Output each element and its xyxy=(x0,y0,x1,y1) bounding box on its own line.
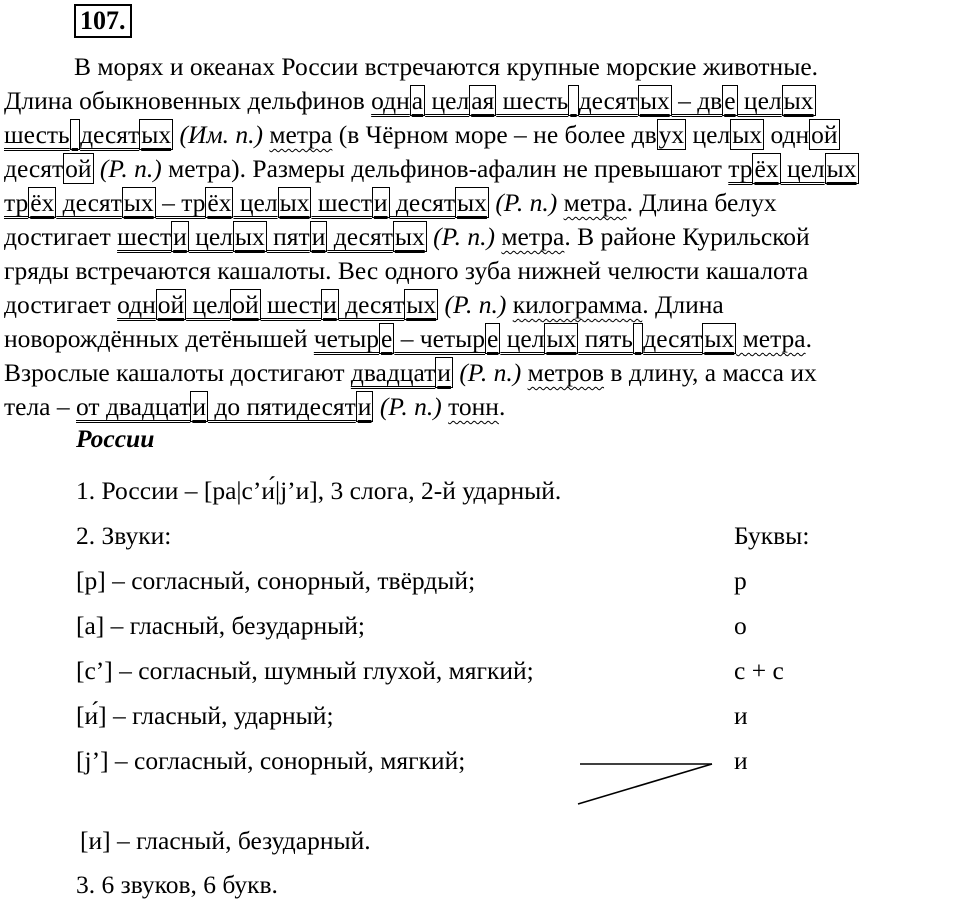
numeral-phrase: шести целых пяти десятых xyxy=(117,222,425,251)
letter-cell: с + с xyxy=(734,656,784,685)
numeral-phrase: четыре – четыре целых пять десятых xyxy=(313,324,735,353)
letter-cell: о xyxy=(734,611,747,640)
noun: килограмма xyxy=(512,290,643,319)
sound-row: [и] – гласный, безударный. xyxy=(80,826,371,855)
ending-box: а xyxy=(411,86,424,115)
noun: метра xyxy=(501,222,565,251)
text-fragment: . xyxy=(498,392,506,421)
case-note: (Р. п.) xyxy=(93,154,169,183)
noun: тонн xyxy=(448,392,499,421)
sound-row: [j’] – согласный, сонорный, мягкий; xyxy=(76,746,466,775)
ending-box: ых xyxy=(704,324,735,353)
ending-box: и xyxy=(192,392,207,421)
sounds-label: 2. Звуки: xyxy=(76,521,172,550)
text-fragment: . xyxy=(805,324,812,353)
exercise-number: 107. xyxy=(74,4,132,38)
ending-box: и xyxy=(173,222,187,251)
sound-row: [р] – согласный, сонорный, твёрдый; xyxy=(76,566,476,595)
ending-box: е xyxy=(487,324,499,353)
sound-row: [а] – гласный, безударный; xyxy=(76,611,366,640)
ending-box: ёх xyxy=(207,188,232,217)
ending-box: е xyxy=(724,86,736,115)
ending-box: ых xyxy=(826,154,857,183)
ending-box: ых xyxy=(279,188,310,217)
text-fragment: . В районе Курильской xyxy=(564,222,810,251)
text-fragment: в длину, а масса их xyxy=(604,358,817,387)
ending-box: ых xyxy=(783,86,814,115)
text-fragment: . Длина xyxy=(642,290,724,319)
sound-row: [и́] – гласный, ударный; xyxy=(76,701,334,730)
sound-row: [с’] – согласный, шумный глухой, мягкий; xyxy=(76,656,534,685)
ending-box: ых xyxy=(732,120,763,149)
ending-box: ой xyxy=(232,290,259,319)
text-fragment: десят xyxy=(4,154,64,183)
ending-box: и xyxy=(373,188,388,217)
ending-box: и xyxy=(323,290,337,319)
noun: метра xyxy=(269,120,333,149)
analysis-heading: России xyxy=(76,424,155,453)
case-note: (Им. п.) xyxy=(173,120,270,149)
letter-cell: и xyxy=(734,701,748,730)
letters-label: Буквы: xyxy=(734,521,810,550)
numeral-phrase: шесть десятых xyxy=(4,120,172,149)
ending-box: ых xyxy=(457,188,487,217)
text-fragment: Взрослые кашалоты достигают xyxy=(4,358,351,387)
ending-box: и xyxy=(357,392,372,421)
text-fragment: (в Чёрном море – не более дв xyxy=(332,120,657,149)
noun: метра xyxy=(736,324,806,353)
case-note: (Р. п.) xyxy=(426,222,502,251)
ending-box: ых xyxy=(141,120,172,149)
ending-box: ух xyxy=(658,120,685,149)
case-note: (Р. п.) xyxy=(438,290,513,319)
text-line-7: гряды встречаются кашалоты. Вес одного зуба нижней челюсти кашалота xyxy=(4,256,809,285)
numeral-phrase: одна целая шесть десятых – две целых xyxy=(371,86,814,115)
ending-box: ая xyxy=(471,86,495,115)
noun: метров xyxy=(527,358,605,387)
numeral-phrase: трёх целых xyxy=(728,154,857,183)
text-fragment: новорождённых детёнышей xyxy=(4,324,314,353)
text-fragment: одн xyxy=(764,120,810,149)
text-line-1: В морях и океанах России встречаются крупные морские животные. xyxy=(74,52,819,81)
noun: метра xyxy=(563,188,627,217)
case-note: (Р. п.) xyxy=(373,392,449,421)
ending-box: ой xyxy=(157,290,185,319)
ending-box: ёх xyxy=(30,188,55,217)
text-fragment: метра). Размеры дельфинов-афалин не превышают xyxy=(168,154,729,183)
text-fragment: достигает xyxy=(4,290,118,319)
ending-box: ых xyxy=(123,188,154,217)
ending-box: ой xyxy=(811,120,838,149)
analysis-item-3: 3. 6 звуков, 6 букв. xyxy=(76,870,278,899)
ending-box: ых xyxy=(394,222,425,251)
text-fragment: цел xyxy=(686,120,731,149)
text-fragment: . Длина белух xyxy=(626,188,777,217)
letter-cell: р xyxy=(734,566,747,595)
case-note: (Р. п.) xyxy=(452,358,528,387)
numeral-phrase: двадцати xyxy=(350,358,451,387)
text-fragment: достигает xyxy=(4,222,118,251)
ending-box: ёх xyxy=(754,154,779,183)
ending-box: е xyxy=(381,324,393,353)
ending-box: ых xyxy=(639,86,670,115)
letter-cell: и xyxy=(734,746,748,775)
numeral-phrase: трёх десятых – трёх целых шести десятых xyxy=(4,188,487,217)
ending-box: ых xyxy=(406,290,437,319)
numeral-phrase: одной целой шести десятых xyxy=(117,290,437,319)
ending-box: ой xyxy=(65,154,92,183)
ending-box: и xyxy=(311,222,326,251)
ending-box: и xyxy=(437,358,451,387)
ending-box: ых xyxy=(546,324,577,353)
case-note: (Р. п.) xyxy=(488,188,564,217)
numeral-phrase: от двадцати до пятидесяти xyxy=(76,392,372,421)
link-line-diagonal xyxy=(578,764,712,804)
text-fragment: Длина обыкновенных дельфинов xyxy=(4,86,372,115)
text-fragment: тела – xyxy=(4,392,77,421)
ending-box: ых xyxy=(234,222,265,251)
analysis-item-1: 1. России – [ра|с’и́|j’и], 3 слога, 2-й ударный. xyxy=(76,476,562,505)
